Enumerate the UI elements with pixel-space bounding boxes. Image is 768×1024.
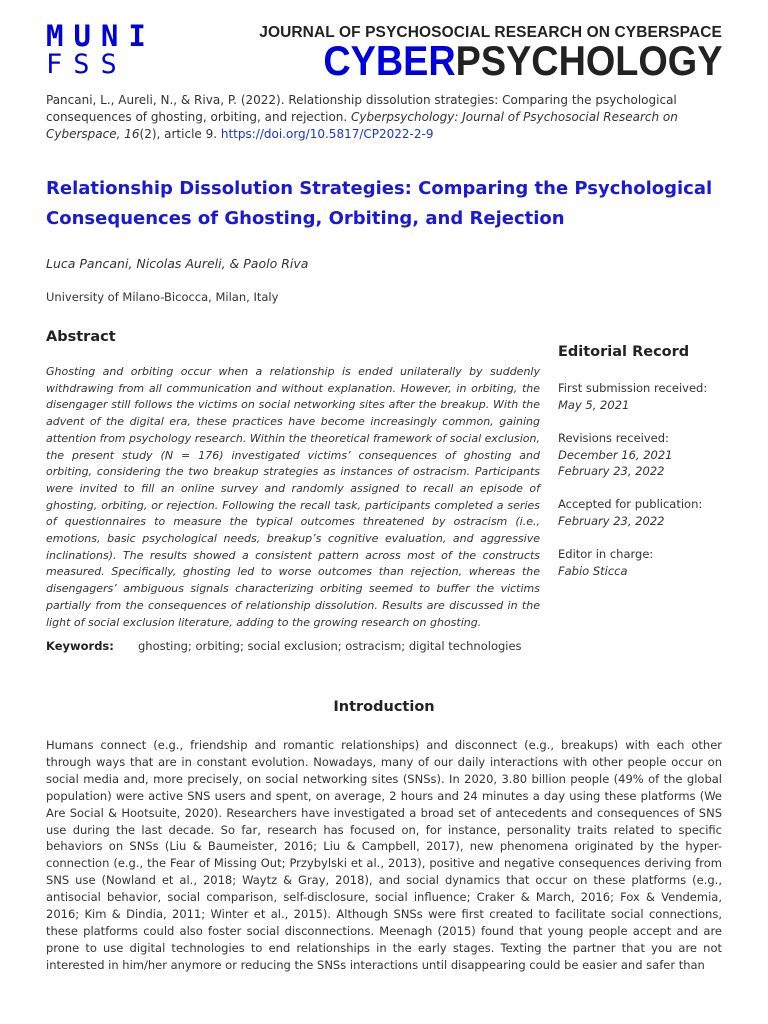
citation [46, 92, 726, 143]
citation-journal: Cyberpsychology: Journal of Psychosocial Research on Cyberspace, 16 [46, 110, 678, 141]
affiliation: University of Milano-Bicocca, Milan, Italy [46, 290, 279, 304]
editor [558, 546, 748, 579]
revisions-date-1: December 16, 2021 [558, 447, 673, 462]
abstract-body: Ghosting and orbiting occur when a relationship is ended unilaterally by suddenly withdrawing from all communication and without explanation. However, in orbiting, the disengager still follows the victims on social networking sites after the breakup. With the advent of the digital era, these practices have become increasingly common, gaining attention from psychology research. Within the theoretical framework of social exclusion, the present study (N = 176) investigated victims’ consequences of ghosting and orbiting, considering the two breakup strategies as instances of ostracism. Participants were invited to fill an online survey and randomly assigned to recall an episode of ghosting, orbiting, or rejection. Following the recall task, participants completed a series of questionnaires to measure the typical outcomes threatened by ostracism (i.e., emotions, basic psychological needs, breakup’s cognitive evaluation, and aggressive inclinations). The results showed a consistent pattern across most of the constructs measured. Specifically, ghosting led to worse outcomes than rejection, whereas the disengagers’ ambiguous signals characterizing orbiting seemed to buffer the victims partially from the consequences of relationship dissolution. Results are discussed in the light of social exclusion literature, adding to the growing research on ghosting. [46, 365, 540, 629]
muni-logo: MUNI [46, 19, 156, 53]
revisions [558, 430, 748, 480]
brand-psychology: PSYCHOLOGY [455, 37, 722, 84]
introduction-body: Humans connect (e.g., friendship and romantic relationships) and disconnect (e.g., breakups) with each other through ways that are in constant evolution. Nowadays, many of our daily interactions with other people occur on social media and, more precisely, on social networking sites (SNSs). In 2020, 3.80 billion people (49% of the global population) were active SNS users and spent, on average, 2 hours and 24 minutes a day using these platforms (We Are Social & Hootsuite, 2020). Researchers have investigated a broad set of antecedents and consequences of SNS use during the last decade. So far, research has focused on, for instance, personality traits related to specific behaviors on SNSs (Liu & Baumeister, 2016; Liu & Campbell, 2017), new phenomena originated by the hyper-connection (e.g., the Fear of Missing Out; Przybylski et al., 2013), positive and negative consequences deriving from SNS use (Nowland et al., 2018; Waytz & Gray, 2018), and social dynamics that occur on these platforms (e.g., antisocial behavior, social comparison, self-disclosure, social influence; Craker & March, 2016; Fox & Vendemia, 2016; Kim & Dindia, 2011; Winter et al., 2015). Although SNSs were first created to facilitate social connections, these platforms could also foster social disconnections. Meenagh (2015) found that young people accept and are prone to use digital technologies to end relationships in the early stages. Texting the partner that you are not interested in him/her anymore or reducing the SNSs interactions until disappearing could be easier and safer than [46, 738, 722, 972]
citation-text: Pancani, L., Aureli, N., & Riva, P. (2022). Relationship dissolution strategies: Comparing the psychological consequences of ghosting, orbiting, and rejection. [46, 93, 677, 124]
first-submission [558, 380, 748, 413]
authors: Luca Pancani, Nicolas Aureli, & Paolo Riva [46, 256, 309, 271]
keywords-text: ghosting; orbiting; social exclusion; ostracism; digital technologies [138, 639, 522, 653]
accepted-label: Accepted for publication: [558, 497, 703, 511]
keywords-label: Keywords: [46, 639, 114, 653]
doi-link[interactable]: https://doi.org/10.5817/CP2022-2-9 [220, 127, 434, 141]
journal-brand [323, 38, 722, 84]
accepted [558, 496, 748, 529]
revisions-label: Revisions received: [558, 431, 669, 445]
citation-issue: (2), article 9. [139, 127, 221, 141]
brand-cyber: CYBER [322, 37, 456, 84]
journal-subtitle: JOURNAL OF PSYCHOSOCIAL RESEARCH ON CYBERSPACE [259, 24, 722, 41]
introduction-heading: Introduction [333, 699, 435, 715]
article-title: Relationship Dissolution Strategies: Comparing the Psychological Consequences of Ghosting, Orbiting, and Rejection [46, 178, 713, 229]
abstract-heading: Abstract [46, 329, 116, 345]
first-submission-label: First submission received: [558, 381, 708, 395]
editor-name: Fabio Sticca [558, 563, 628, 578]
fss-logo: FSS [46, 49, 128, 80]
first-submission-date: May 5, 2021 [558, 397, 630, 412]
editorial-heading: Editorial Record [558, 344, 690, 360]
revisions-date-2: February 23, 2022 [558, 464, 665, 478]
editor-label: Editor in charge: [558, 547, 654, 561]
accepted-date: February 23, 2022 [558, 513, 665, 528]
